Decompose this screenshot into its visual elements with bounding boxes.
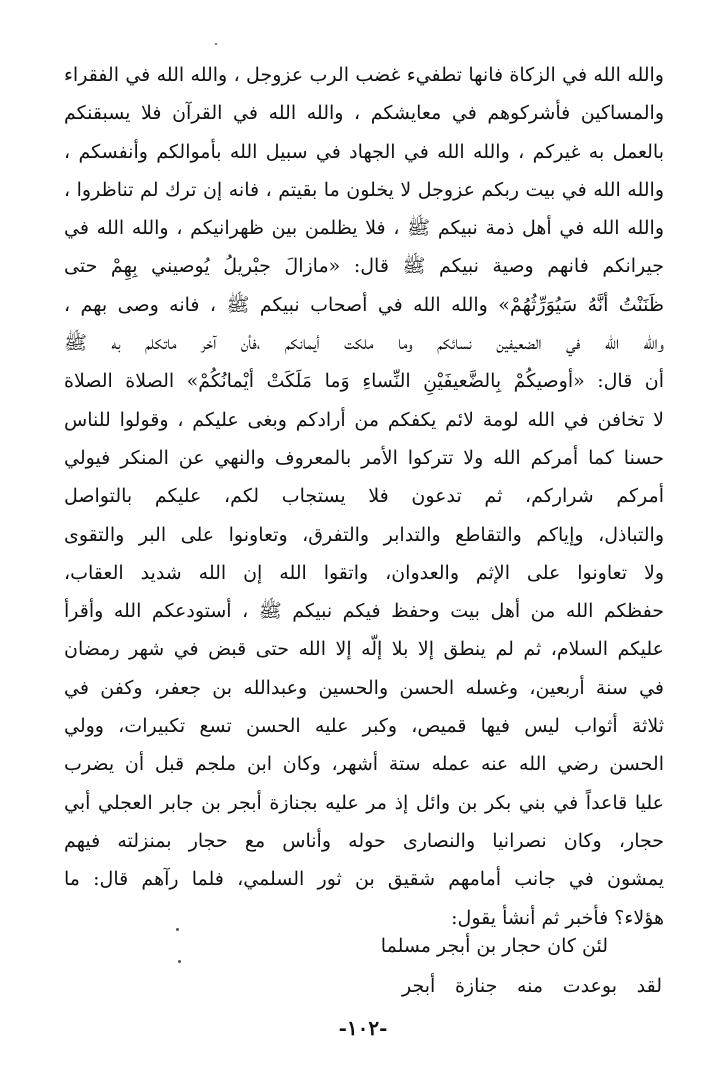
poem-verse-1: لئن كان حجار بن أبجر مسلما xyxy=(380,935,608,957)
text-line: والله الله في الضعيفين نسائكم وما ملكت أيمانكم ،فأن آخر ماتكلم به ﷺ xyxy=(64,332,664,355)
text-line: بالعمل به غيركم ، والله الله في الجهاد في سبيل الله بأموالكم وأنفسكم ، xyxy=(64,140,664,163)
poem-verse-2: لقد بوعدت منه جنازة أبجر xyxy=(402,975,662,997)
text-line: والله الله في أهل ذمة نبيكم ﷺ ، فلا يظلمن بين ظهرانيكم ، والله الله في xyxy=(64,217,664,240)
text-line: عليكم السلام، ثم لم ينطق إلا بلا إلّه إلا الله حتى قبض في شهر رمضان xyxy=(64,638,664,661)
text-line: ولا تعاونوا على الإثم والعدوان، واتقوا الله إن الله شديد العقاب، xyxy=(64,561,664,584)
text-line: لا تخافن في الله لومة لائم يكفكم من أرادكم وبغى عليكم ، وقولوا للناس xyxy=(64,408,664,431)
text-line: جيرانكم فانهم وصية نبيكم ﷺ قال: «مازالَ جبْريلُ يُوصيني بِهِمْ حتى xyxy=(64,255,664,278)
ink-speck xyxy=(176,928,179,931)
ink-speck xyxy=(215,43,217,45)
page-number: -١٠٢- xyxy=(338,1016,388,1040)
text-line: حفظكم الله من أهل بيت وحفظ فيكم نبيكم ﷺ ، أستودعكم الله وأقرأ xyxy=(64,600,664,623)
text-line: والله الله في بيت ربكم عزوجل لا يخلون ما بقيتم ، فانه إن ترك لم تناظروا ، xyxy=(64,178,664,201)
text-line: حسنا كما أمركم الله ولا تتركوا الأمر بالمعروف والنهي عن المنكر فيولي xyxy=(64,446,664,469)
ink-speck xyxy=(178,960,181,963)
text-line: حجار، وكان نصرانيا والنصارى حوله وأناس مع حجار بمنزلته فيهم xyxy=(64,829,664,852)
text-line: والتباذل، وإياكم والتقاطع والتدابر والتفرق، وتعاونوا على البر والتقوى xyxy=(64,523,664,546)
text-line: يمشون في جانب أمامهم شقيق بن ثور السلمي، فلما رآهم قال: ما xyxy=(64,868,664,891)
text-line: والمساكين فأشركوهم في معايشكم ، والله الله في القرآن فلا يسبقنكم xyxy=(64,102,664,125)
text-line: عليا قاعداً في بني بكر بن وائل إذ مر عليه بجنازة أبجر بن جابر العجلي أبي xyxy=(64,791,664,814)
text-line: في سنة أربعين، وغسله الحسن والحسين وعبدالله بن جعفر، وكفن في xyxy=(64,676,664,699)
text-line: أن قال: «أوصيكُمْ بِالضَّعيفَيْنِ النِّساءِ وَما مَلَكَتْ أيْمانُكُمْ» الصلاة الصلاة xyxy=(64,370,664,393)
text-line: الحسن رضي الله عنه عمله ستة أشهر، وكان ابن ملجم قبل أن يضرب xyxy=(64,753,664,776)
text-line: ظَنَنْتُ أنَّهُ سَيُوَرِّثُهُمْ» والله الله في أصحاب نبيكم ﷺ ، فانه وصى بهم ، xyxy=(64,293,664,316)
text-line: ثلاثة أثواب ليس فيها قميص، وكبر عليه الحسن تسع تكبيرات، وولي xyxy=(64,715,664,738)
text-line: أمركم شراركم، ثم تدعون فلا يستجاب لكم، عليكم بالتواصل xyxy=(64,485,664,508)
text-line: هؤلاء؟ فأخبر ثم أنشأ يقول: xyxy=(451,906,664,929)
body-text xyxy=(64,56,664,937)
text-line: والله الله في الزكاة فانها تطفيء غضب الرب عزوجل ، والله الله في الفقراء xyxy=(64,64,664,86)
